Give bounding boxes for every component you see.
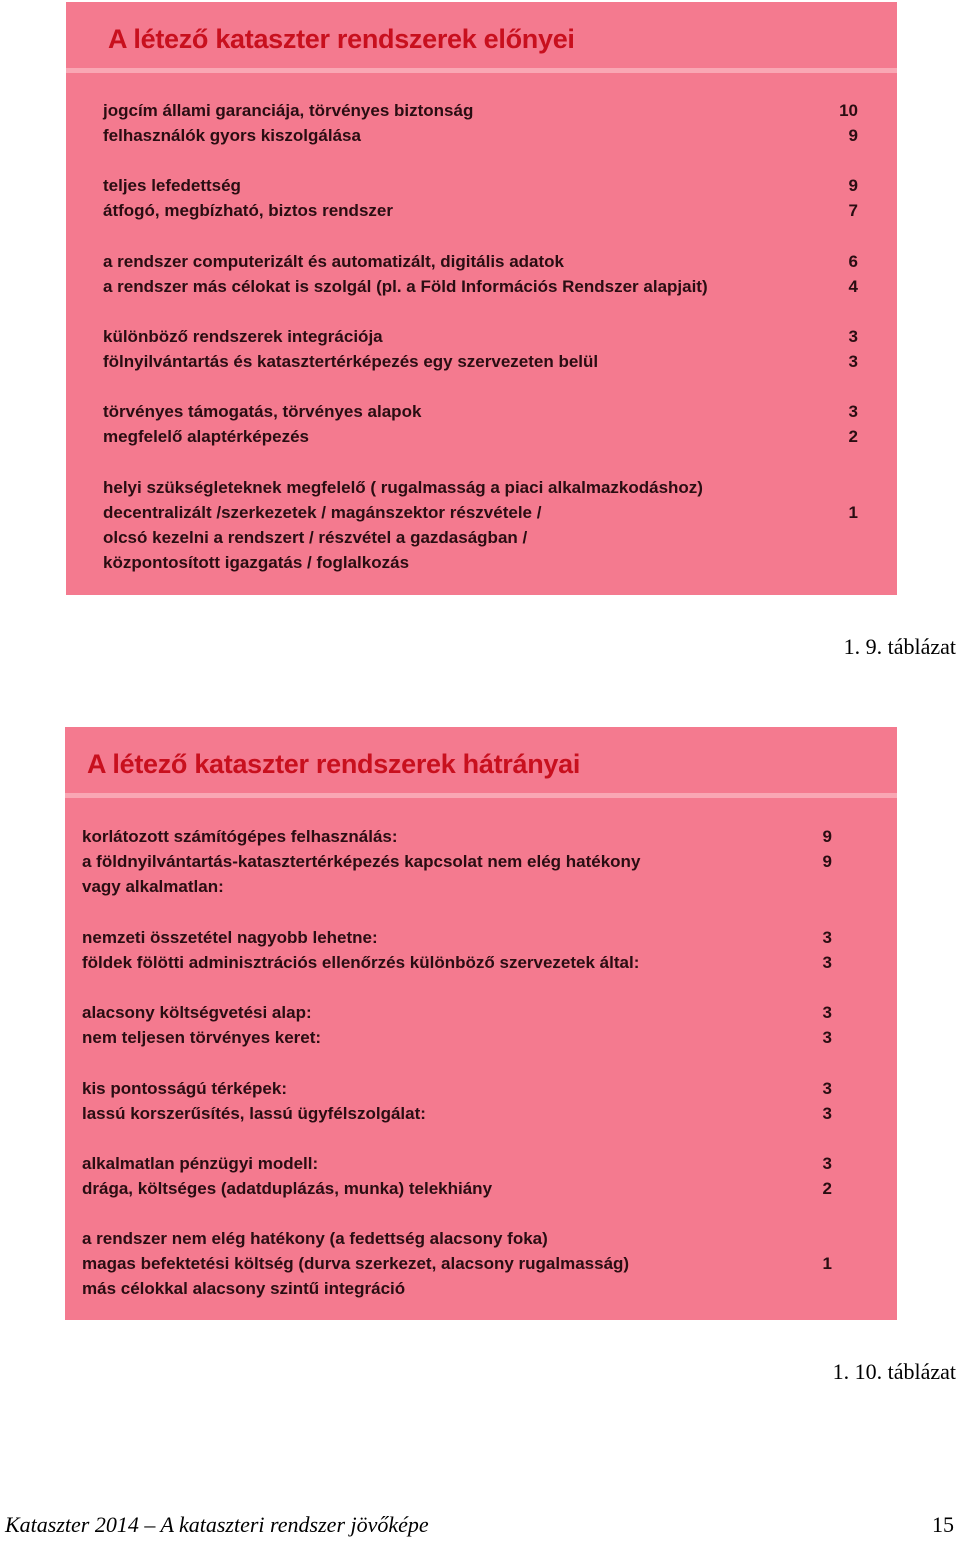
table-row <box>66 350 897 375</box>
row-score: 9 <box>822 852 832 871</box>
row-text: drága, költséges (adatduplázás, munka) telekhiány <box>82 1179 493 1198</box>
table-row <box>66 275 897 300</box>
row-score: 3 <box>848 402 858 421</box>
row-text: jogcím állami garanciája, törvényes biztonság <box>103 101 474 120</box>
table-caption-1-9: 1. 9. táblázat <box>843 634 956 659</box>
table-row <box>65 1227 897 1252</box>
table-row <box>66 250 897 275</box>
row-score: 3 <box>822 1104 832 1123</box>
row-text: teljes lefedettség <box>103 176 241 195</box>
row-text: nemzeti összetétel nagyobb lehetne: <box>82 928 378 947</box>
row-score: 4 <box>848 277 858 296</box>
table-row <box>66 526 897 551</box>
table-row <box>65 1026 897 1051</box>
advantages-table-image <box>66 2 897 595</box>
footer-document-title: Kataszter 2014 – A kataszteri rendszer jövőképe <box>5 1512 429 1537</box>
row-score: 3 <box>822 928 832 947</box>
row-text: a rendszer nem elég hatékony (a fedettség alacsony foka) <box>82 1229 548 1248</box>
table-row <box>66 325 897 350</box>
row-score: 3 <box>822 1003 832 1022</box>
table-row <box>66 476 897 501</box>
table-row <box>65 875 897 900</box>
row-text: alacsony költségvetési alap: <box>82 1003 312 1022</box>
table-row <box>65 1152 897 1177</box>
row-text: magas befektetési költség (durva szerkezet, alacsony rugalmasság) <box>82 1254 630 1273</box>
row-score: 9 <box>822 827 832 846</box>
disadvantages-title-bar <box>65 727 897 798</box>
disadvantages-title: A létező kataszter rendszerek hátrányai <box>87 749 581 779</box>
table-row <box>65 926 897 951</box>
row-score: 9 <box>848 126 858 145</box>
row-score: 1 <box>822 1254 832 1273</box>
row-text: a rendszer computerizált és automatizált, digitális adatok <box>103 252 565 271</box>
row-score: 9 <box>848 176 858 195</box>
row-text: a rendszer más célokat is szolgál (pl. a Föld Információs Rendszer alapjait) <box>103 277 708 296</box>
row-text: olcsó kezelni a rendszert / részvétel a gazdaságban / <box>103 528 528 547</box>
row-text: korlátozott számítógépes felhasználás: <box>82 827 398 846</box>
row-text: helyi szükségleteknek megfelelő ( rugalmasság a piaci alkalmazkodáshoz) <box>103 478 703 497</box>
advantages-title-bar <box>66 2 897 73</box>
advantages-title: A létező kataszter rendszerek előnyei <box>108 24 575 54</box>
table-row <box>66 425 897 450</box>
table-row <box>65 1077 897 1102</box>
row-text: alkalmatlan pénzügyi modell: <box>82 1154 319 1173</box>
row-text: átfogó, megbízható, biztos rendszer <box>103 201 393 220</box>
table-row <box>66 400 897 425</box>
row-text: fölnyilvántartás és katasztertérképezés egy szervezeten belül <box>103 352 599 371</box>
table-row <box>66 551 897 576</box>
row-score: 6 <box>848 252 858 271</box>
row-text: felhasználók gyors kiszolgálása <box>103 126 361 145</box>
table-row <box>65 951 897 976</box>
table-row <box>65 1252 897 1277</box>
row-text: lassú korszerűsítés, lassú ügyfélszolgálat: <box>82 1104 426 1123</box>
row-text: nem teljesen törvényes keret: <box>82 1028 322 1047</box>
row-score: 2 <box>822 1179 832 1198</box>
table-row <box>66 124 897 149</box>
row-text: a földnyilvántartás-katasztertérképezés kapcsolat nem elég hatékony <box>82 852 641 871</box>
row-text: vagy alkalmatlan: <box>82 877 224 896</box>
table-row <box>65 825 897 850</box>
table-row <box>66 199 897 224</box>
row-score: 10 <box>839 101 858 120</box>
table-row <box>66 174 897 199</box>
row-score: 1 <box>848 503 858 522</box>
row-text: más célokkal alacsony szintű integráció <box>82 1279 406 1298</box>
table-row <box>65 1001 897 1026</box>
table-row <box>65 1277 897 1302</box>
row-score: 3 <box>848 352 858 371</box>
table-caption-1-10: 1. 10. táblázat <box>832 1359 956 1384</box>
row-score: 7 <box>848 201 858 220</box>
disadvantages-table-image <box>65 727 897 1320</box>
row-score: 3 <box>822 1154 832 1173</box>
row-text: törvényes támogatás, törvényes alapok <box>103 402 422 421</box>
table-row <box>66 501 897 526</box>
row-score: 3 <box>822 1079 832 1098</box>
row-score: 2 <box>848 427 858 446</box>
row-text: kis pontosságú térképek: <box>82 1079 288 1098</box>
row-score: 3 <box>822 953 832 972</box>
table-row <box>66 99 897 124</box>
row-text: különböző rendszerek integrációja <box>103 327 383 346</box>
row-text: decentralizált /szerkezetek / magánszektor részvétele / <box>103 503 542 522</box>
table-row <box>65 1177 897 1202</box>
row-text: földek fölötti adminisztrációs ellenőrzés különböző szervezetek által: <box>82 953 640 972</box>
row-score: 3 <box>822 1028 832 1047</box>
page-number: 15 <box>932 1512 954 1537</box>
row-text: központosított igazgatás / foglalkozás <box>103 553 410 572</box>
table-row <box>65 1102 897 1127</box>
table-row <box>65 850 897 875</box>
row-score: 3 <box>848 327 858 346</box>
row-text: megfelelő alaptérképezés <box>103 427 309 446</box>
